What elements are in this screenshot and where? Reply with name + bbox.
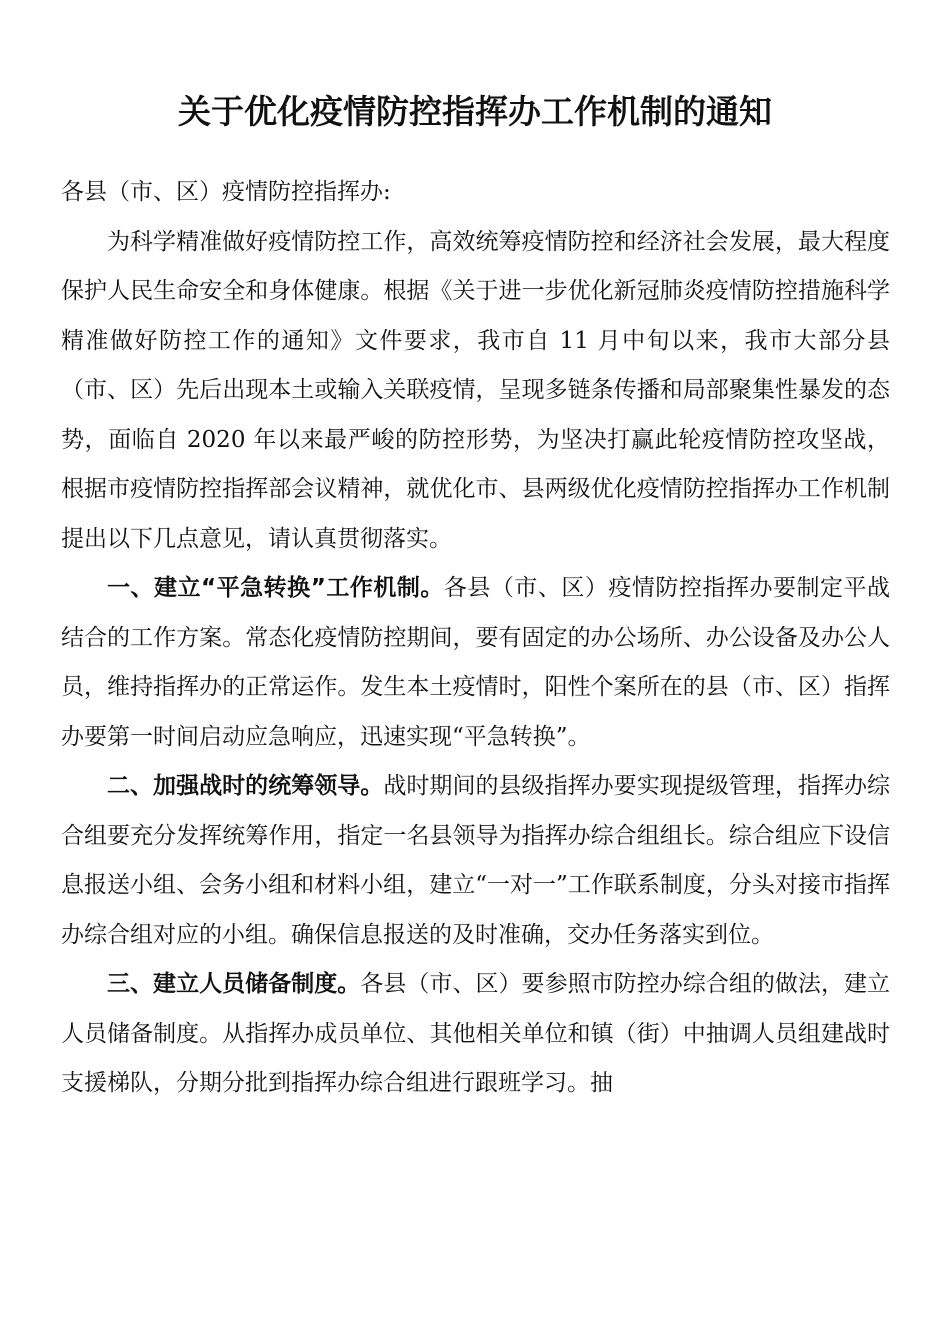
section-text-2: 战时期间的县级指挥办要实现提级管理，指挥办综合组要充分发挥统筹作用，指定一名县领导为指挥办综合组组长。综合组应下设信息报送小组、会务小组和材料小组，建立“一对一”工作联系制度，分头对接市指挥办综合组对应的小组。确保信息报送的及时准确，交办任务落实到位。	[61, 773, 891, 948]
section-heading-3: 三、建立人员储备制度。	[107, 971, 361, 997]
section-heading-1: 一、建立“平急转换”工作机制。	[107, 575, 444, 601]
section-paragraph-3	[61, 960, 890, 1109]
section-paragraph-2	[61, 762, 890, 960]
intro-paragraph: 为科学精准做好疫情防控工作，高效统筹疫情防控和经济社会发展，最大程度保护人民生命安全和身体健康。根据《关于进一步优化新冠肺炎疫情防控措施科学精准做好防控工作的通知》文件要求，我市自 11 月中旬以来，我市大部分县（市、区）先后出现本土或输入关联疫情，呈现多链条传播和局部聚集性暴发的态势，面临自 2020 年以来最严峻的防控形势，为坚决打赢此轮疫情防控攻坚战，根据市疫情防控指挥部会议精神，就优化市、县两级优化疫情防控指挥办工作机制提出以下几点意见，请认真贯彻落实。	[61, 228, 890, 552]
section-text-3: 各县（市、区）要参照市防控办综合组的做法，建立人员储备制度。从指挥办成员单位、其他相关单位和镇（街）中抽调人员组建战时支援梯队，分期分批到指挥办综合组进行跟班学习。抽	[61, 971, 891, 1096]
document-title: 关于优化疫情防控指挥办工作机制的通知	[178, 92, 772, 131]
document-body	[61, 168, 890, 1109]
section-heading-2: 二、加强战时的统筹领导。	[107, 773, 384, 799]
salutation: 各县（市、区）疫情防控指挥办:	[61, 179, 391, 205]
section-text-1: 各县（市、区）疫情防控指挥办要制定平战结合的工作方案。常态化疫情防控期间，要有固定的办公场所、办公设备及办公人员，维持指挥办的正常运作。发生本土疫情时，阳性个案所在的县（市、区）指挥办要第一时间启动应急响应，迅速实现“平急转换”。	[61, 575, 891, 750]
section-paragraph-1	[61, 564, 890, 762]
